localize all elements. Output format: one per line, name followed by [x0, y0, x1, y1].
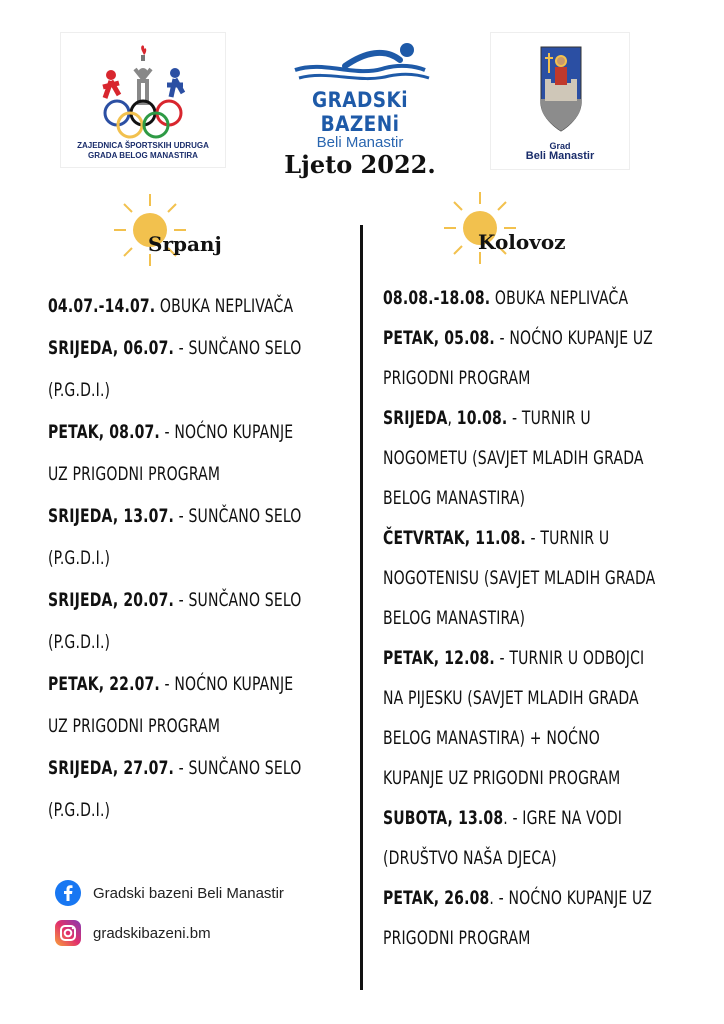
- srpanj-schedule: [48, 285, 368, 831]
- event-text: UZ PRIGODNI PROGRAM: [48, 715, 221, 737]
- event-date: SRIJEDA, 06.07.: [48, 337, 174, 359]
- event-date: SRIJEDA, 20.07.: [48, 589, 174, 611]
- event-text: BELOG MANASTIRA): [383, 607, 526, 629]
- schedule-line: [383, 438, 662, 478]
- olympic-rings-figures-icon: [89, 43, 199, 141]
- gradski-bazeni-logo: [260, 40, 460, 151]
- event-date: 10.08.: [456, 407, 508, 429]
- instagram-link[interactable]: [55, 920, 211, 946]
- event-text: - NOĆNO KUPANJE: [159, 421, 294, 443]
- sun-icon: [110, 190, 190, 270]
- event-date: ČETVRTAK, 11.08.: [383, 527, 526, 549]
- schedule-line: [383, 758, 662, 798]
- event-date: PETAK, 12.08.: [383, 647, 495, 669]
- schedule-line: [383, 398, 662, 438]
- event-text: (P.G.D.I.): [48, 631, 111, 653]
- schedule-line: [48, 621, 310, 663]
- event-date: PETAK, 08.07.: [48, 421, 160, 443]
- event-text: BELOG MANASTIRA): [383, 487, 526, 509]
- facebook-label: Gradski bazeni Beli Manastir: [93, 884, 284, 902]
- city-caption: Grad Beli Manastir: [525, 141, 595, 162]
- event-text: - TURNIR U: [525, 527, 610, 549]
- event-text: (P.G.D.I.): [48, 799, 111, 821]
- event-text: NOGOMETU (SAVJET MLADIH GRADA: [383, 447, 644, 469]
- season-title: Ljeto 2022.: [284, 150, 436, 179]
- event-text: BELOG MANASTIRA) + NOĆNO: [383, 727, 600, 749]
- event-date: PETAK, 26.08: [383, 887, 490, 909]
- month-title-srpanj: Srpanj: [148, 232, 222, 256]
- event-text: - NOĆNO KUPANJE UZ: [494, 327, 653, 349]
- schedule-line: [48, 411, 310, 453]
- event-text: (P.G.D.I.): [48, 379, 111, 401]
- schedule-line: [48, 579, 310, 621]
- event-date: 04.07.-14.07.: [48, 295, 156, 317]
- event-text: (DRUŠTVO NAŠA DJECA): [383, 847, 557, 869]
- month-title-kolovoz: Kolovoz: [478, 230, 566, 254]
- coat-of-arms-icon: [539, 43, 583, 135]
- schedule-line: [383, 278, 662, 318]
- event-date: PETAK, 22.07.: [48, 673, 160, 695]
- event-text: KUPANJE UZ PRIGODNI PROGRAM: [383, 767, 621, 789]
- schedule-line: [383, 878, 662, 918]
- sports-association-logo: [60, 32, 226, 168]
- event-text: PRIGODNI PROGRAM: [383, 367, 531, 389]
- facebook-icon: [55, 880, 81, 906]
- sports-association-caption: ZAJEDNICA ŠPORTSKIH UDRUGA GRADA BELOG MANASTIRA: [77, 141, 209, 160]
- schedule-line: [48, 327, 310, 369]
- event-text: - SUNČANO SELO: [173, 505, 302, 527]
- schedule-line: [383, 718, 662, 758]
- brand-subtitle: Beli Manastir: [316, 134, 404, 151]
- event-text: - NOĆNO KUPANJE: [159, 673, 294, 695]
- event-date: 08.08.-18.08.: [383, 287, 491, 309]
- schedule-line: [48, 285, 310, 327]
- event-text: - SUNČANO SELO: [173, 757, 302, 779]
- event-text: . - IGRE NA VODI: [503, 807, 623, 829]
- instagram-label: gradskibazeni.bm: [93, 924, 211, 942]
- schedule-line: [48, 705, 310, 747]
- schedule-line: [48, 369, 310, 411]
- sun-icon: [440, 188, 520, 268]
- instagram-icon: [55, 920, 81, 946]
- event-text: (P.G.D.I.): [48, 547, 111, 569]
- schedule-line: [383, 318, 662, 358]
- schedule-line: [383, 478, 662, 518]
- event-date: SRIJEDA: [383, 407, 448, 429]
- event-text: - TURNIR U ODBOJCI: [494, 647, 645, 669]
- schedule-line: [383, 678, 662, 718]
- city-coat-of-arms-logo: [490, 32, 630, 170]
- schedule-line: [48, 495, 310, 537]
- event-text: NA PIJESKU (SAVJET MLADIH GRADA: [383, 687, 639, 709]
- facebook-link[interactable]: [55, 880, 284, 906]
- schedule-line: [383, 838, 662, 878]
- event-date: SRIJEDA, 27.07.: [48, 757, 174, 779]
- schedule-line: [383, 798, 662, 838]
- schedule-line: [383, 558, 662, 598]
- event-text: - SUNČANO SELO: [173, 337, 302, 359]
- event-text: UZ PRIGODNI PROGRAM: [48, 463, 221, 485]
- event-text: - SUNČANO SELO: [173, 589, 302, 611]
- schedule-line: [383, 518, 662, 558]
- brand-title: GRADSKi BAZENi: [311, 88, 409, 136]
- event-text: OBUKA NEPLIVAČA: [155, 295, 294, 317]
- swimmer-icon: [285, 40, 435, 86]
- schedule-line: [383, 598, 662, 638]
- schedule-line: [48, 747, 310, 789]
- event-text: PRIGODNI PROGRAM: [383, 927, 531, 949]
- event-text: OBUKA NEPLIVAČA: [490, 287, 629, 309]
- schedule-line: [48, 537, 310, 579]
- event-text: . - NOĆNO KUPANJE UZ: [489, 887, 652, 909]
- event-text: - TURNIR U: [507, 407, 591, 429]
- schedule-line: [383, 918, 662, 958]
- schedule-line: [48, 789, 310, 831]
- schedule-line: [48, 453, 310, 495]
- event-date: SUBOTA, 13.08: [383, 807, 504, 829]
- kolovoz-schedule: [383, 278, 723, 958]
- event-date: PETAK, 05.08.: [383, 327, 495, 349]
- event-date: SRIJEDA, 13.07.: [48, 505, 174, 527]
- event-text: ,: [447, 407, 457, 429]
- event-text: NOGOTENISU (SAVJET MLADIH GRADA: [383, 567, 656, 589]
- schedule-line: [383, 638, 662, 678]
- schedule-line: [383, 358, 662, 398]
- schedule-line: [48, 663, 310, 705]
